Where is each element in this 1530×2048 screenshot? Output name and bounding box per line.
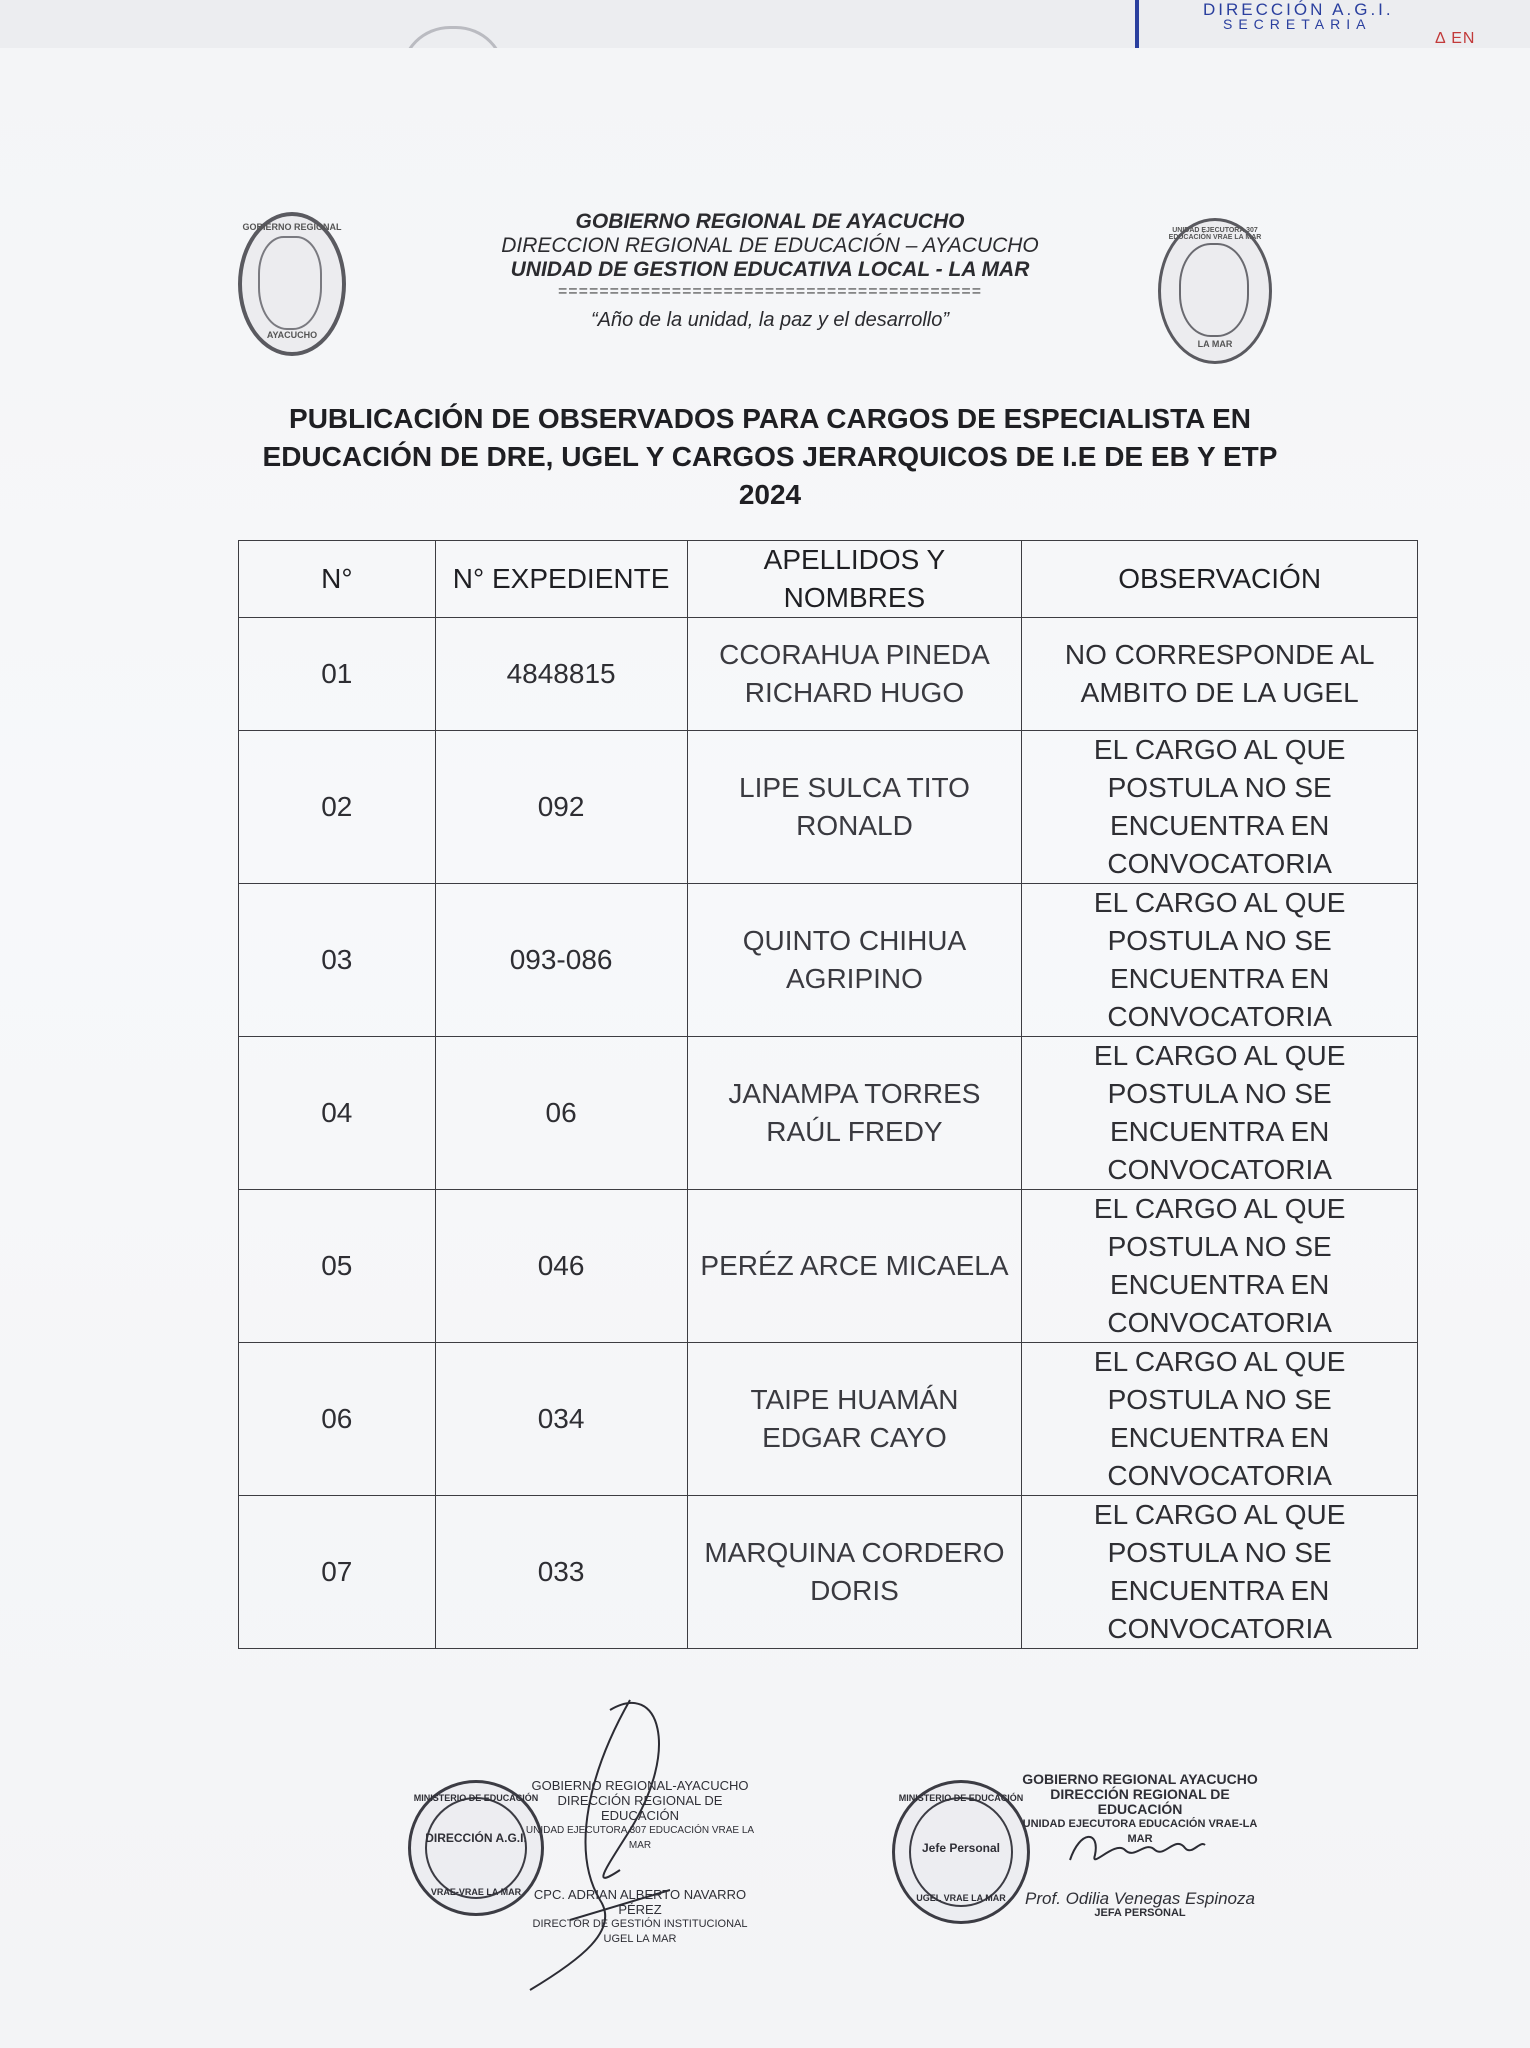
stamp-line-2: SECRETARIA <box>1223 16 1372 32</box>
row-observation: EL CARGO AL QUE POSTULA NO SE ENCUENTRA EN CONVOCATORIA <box>1022 884 1418 1037</box>
seal-right-bottom-text: LA MAR <box>1197 339 1233 349</box>
table-row <box>239 1343 1418 1496</box>
year-motto: “Año de la unidad, la paz y el desarrollo” <box>591 309 949 331</box>
table-row <box>239 731 1418 884</box>
stamp-line-1: DIRECCIÓN A.G.I. <box>1203 0 1394 19</box>
left-stamp-line-6: UGEL LA MAR <box>603 1933 677 1945</box>
header-line-2: DIRECCION REGIONAL DE EDUCACIÓN – AYACUCHO <box>501 234 1039 257</box>
row-full-name: LIPE SULCA TITO RONALD <box>687 731 1022 884</box>
row-file-number: 046 <box>435 1190 687 1343</box>
table-row <box>239 1190 1418 1343</box>
row-file-number: 092 <box>435 731 687 884</box>
right-stamp-center: Jefe Personal <box>921 1841 1001 1855</box>
table-row <box>239 618 1418 731</box>
row-observation: NO CORRESPONDE AL AMBITO DE LA UGEL <box>1022 618 1418 731</box>
stamp-ring <box>425 1797 527 1899</box>
row-file-number: 034 <box>435 1343 687 1496</box>
header-separator: ========================================= <box>557 283 983 300</box>
right-stamp-line-2: DIRECCIÓN REGIONAL DE EDUCACIÓN <box>1050 1786 1230 1817</box>
right-stamp-line-5: JEFA PERSONAL <box>1094 1907 1186 1919</box>
left-stamp-ring-text: MINISTERIO DE EDUCACIÓN <box>413 1793 539 1803</box>
left-stamp-line-3: UNIDAD EJECUTORA 307 EDUCACIÓN VRAE LA MAR <box>525 1825 755 1851</box>
header-line-3: UNIDAD DE GESTION EDUCATIVA LOCAL - LA MAR <box>510 258 1030 281</box>
left-stamp-line-1: GOBIERNO REGIONAL-AYACUCHO <box>531 1778 749 1793</box>
right-stamp-ring-text: MINISTERIO DE EDUCACIÓN <box>898 1793 1024 1803</box>
regional-government-seal <box>238 212 346 356</box>
header-number: N° <box>239 541 436 618</box>
right-stamp-line-3: UNIDAD EJECUTORA EDUCACIÓN VRAE-LA MAR <box>1022 1818 1258 1845</box>
row-number: 04 <box>239 1037 436 1190</box>
row-observation: EL CARGO AL QUE POSTULA NO SE ENCUENTRA EN CONVOCATORIA <box>1022 1343 1418 1496</box>
table-row <box>239 1037 1418 1190</box>
table-row <box>239 884 1418 1037</box>
seal-left-top-text: GOBIERNO REGIONAL <box>242 222 342 232</box>
row-number: 02 <box>239 731 436 884</box>
row-number: 01 <box>239 618 436 731</box>
header-line-1: GOBIERNO REGIONAL DE AYACUCHO <box>575 210 965 233</box>
left-stamp-center: DIRECCIÓN A.G.I. <box>425 1831 527 1845</box>
header-observation: OBSERVACIÓN <box>1022 541 1418 618</box>
left-stamp-bottom: VRAE-VRAE LA MAR <box>430 1887 522 1897</box>
header-file-number: N° EXPEDIENTE <box>435 541 687 618</box>
row-number: 05 <box>239 1190 436 1343</box>
row-full-name: JANAMPA TORRES RAÚL FREDY <box>687 1037 1022 1190</box>
left-stamp-line-4: CPC. ADRIAN ALBERTO NAVARRO PÉREZ <box>533 1887 747 1917</box>
right-text-stamp <box>1010 1772 1270 1921</box>
row-observation: EL CARGO AL QUE POSTULA NO SE ENCUENTRA EN CONVOCATORIA <box>1022 731 1418 884</box>
row-full-name: QUINTO CHIHUA AGRIPINO <box>687 884 1022 1037</box>
right-stamp-line-1: GOBIERNO REGIONAL AYACUCHO <box>1022 1771 1258 1787</box>
row-full-name: PERÉZ ARCE MICAELA <box>687 1190 1022 1343</box>
row-file-number: 033 <box>435 1496 687 1649</box>
seal-right-emblem <box>1179 243 1249 337</box>
row-observation: EL CARGO AL QUE POSTULA NO SE ENCUENTRA EN CONVOCATORIA <box>1022 1037 1418 1190</box>
seal-left-bottom-text: AYACUCHO <box>266 330 318 340</box>
ugel-seal <box>1158 218 1272 364</box>
row-observation: EL CARGO AL QUE POSTULA NO SE ENCUENTRA EN CONVOCATORIA <box>1022 1496 1418 1649</box>
row-number: 06 <box>239 1343 436 1496</box>
document-title: PUBLICACIÓN DE OBSERVADOS PARA CARGOS DE ESPECIALISTA EN EDUCACIÓN DE DRE, UGEL Y CARGOS JERARQUICOS DE I.E DE EB Y ETP 2024 <box>262 403 1278 510</box>
header-full-name: APELLIDOS Y NOMBRES <box>687 541 1022 618</box>
table-header-row <box>239 541 1418 618</box>
left-stamp-line-2: DIRECCIÓN REGIONAL DE EDUCACIÓN <box>557 1793 723 1823</box>
stamp-mark: Δ EN <box>1435 30 1476 47</box>
document-header <box>420 210 1120 334</box>
right-stamp-bottom: UGEL VRAE LA MAR <box>916 1893 1006 1903</box>
seal-right-top-text: UNIDAD EJECUTORA 307 EDUCACIÓN VRAE LA MAR <box>1168 227 1262 241</box>
row-full-name: MARQUINA CORDERO DORIS <box>687 1496 1022 1649</box>
row-file-number: 4848815 <box>435 618 687 731</box>
row-observation: EL CARGO AL QUE POSTULA NO SE ENCUENTRA EN CONVOCATORIA <box>1022 1190 1418 1343</box>
row-file-number: 093-086 <box>435 884 687 1037</box>
table-row <box>239 1496 1418 1649</box>
right-stamp-line-4: Prof. Odilia Venegas Espinoza <box>1025 1889 1255 1908</box>
row-full-name: CCORAHUA PINEDA RICHARD HUGO <box>687 618 1022 731</box>
row-full-name: TAIPE HUAMÁN EDGAR CAYO <box>687 1343 1022 1496</box>
row-number: 07 <box>239 1496 436 1649</box>
row-number: 03 <box>239 884 436 1037</box>
seal-left-emblem <box>258 236 322 330</box>
left-stamp-line-5: DIRECTOR DE GESTIÓN INSTITUCIONAL <box>532 1918 748 1930</box>
left-text-stamp <box>520 1778 760 1947</box>
observed-applicants-table <box>238 540 1418 1649</box>
row-file-number: 06 <box>435 1037 687 1190</box>
